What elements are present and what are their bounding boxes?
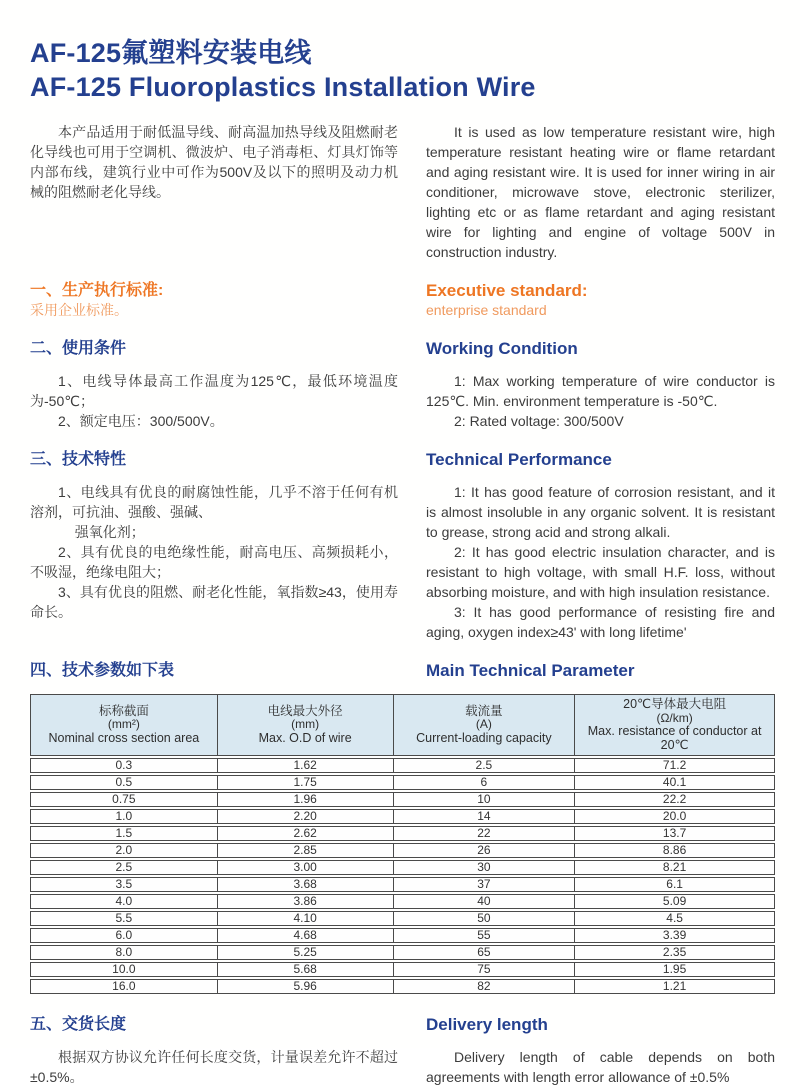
table-cell: 2.5 (30, 860, 218, 875)
table-cell: 14 (394, 809, 576, 824)
technical-item-en: 1: It has good feature of corrosion resistant, and it is almost insoluble in any organic solvent. It is resistant to grease, strong acid and strong alkali. (426, 484, 775, 540)
table-cell: 16.0 (30, 979, 218, 994)
page-title-cn: AF-125氟塑料安装电线 (30, 38, 312, 68)
header-cell-resistance (575, 694, 775, 756)
delivery-section (30, 1016, 775, 1087)
table-cell: 55 (394, 928, 576, 943)
header-cn: 电线最大外径 (267, 703, 343, 718)
technical-item-cn-cont: 强氧化剂； (74, 524, 145, 540)
table-row (30, 826, 775, 841)
working-item-cn: 2、额定电压：300/500V。 (58, 413, 224, 429)
table-cell: 50 (394, 911, 576, 926)
table-row (30, 775, 775, 790)
working-item-en: 2: Rated voltage: 300/500V (454, 413, 624, 429)
technical-heading-cn: 三、技术特性 (30, 451, 127, 468)
table-row (30, 979, 775, 994)
parameter-heading-cn: 四、技术参数如下表 (30, 662, 175, 679)
table-cell: 71.2 (575, 758, 775, 773)
table-cell: 1.95 (575, 962, 775, 977)
header-en: Nominal cross section area (48, 730, 200, 745)
table-cell: 4.68 (218, 928, 394, 943)
table-cell: 1.75 (218, 775, 394, 790)
table-cell: 2.20 (218, 809, 394, 824)
table-cell: 26 (394, 843, 576, 858)
table-header (30, 694, 775, 756)
technical-section (30, 451, 775, 642)
delivery-heading-cn: 五、交货长度 (30, 1016, 127, 1033)
table-cell: 37 (394, 877, 576, 892)
parameter-heading-en: Main Technical Parameter (426, 661, 635, 680)
working-heading-en: Working Condition (426, 339, 578, 358)
technical-parameter-table (30, 692, 775, 996)
header-unit: (A) (475, 717, 492, 732)
table-cell: 40.1 (575, 775, 775, 790)
table-cell: 65 (394, 945, 576, 960)
table-cell: 5.25 (218, 945, 394, 960)
table-cell: 1.96 (218, 792, 394, 807)
table-row (30, 758, 775, 773)
table-cell: 1.62 (218, 758, 394, 773)
header-cn: 载流量 (465, 703, 503, 718)
table-cell: 3.39 (575, 928, 775, 943)
table-row (30, 792, 775, 807)
table-cell: 5.96 (218, 979, 394, 994)
table-row (30, 911, 775, 926)
header-cn: 20℃导体最大电阻 (623, 697, 727, 711)
table-cell: 82 (394, 979, 576, 994)
table-cell: 8.86 (575, 843, 775, 858)
table-cell: 22.2 (575, 792, 775, 807)
table-cell: 1.0 (30, 809, 218, 824)
table-cell: 2.0 (30, 843, 218, 858)
table-cell: 10 (394, 792, 576, 807)
table-cell: 5.09 (575, 894, 775, 909)
table-cell: 4.5 (575, 911, 775, 926)
working-item-en: 1: Max working temperature of wire conductor is 125℃. Min. environment temperature is -50℃. (426, 373, 775, 409)
table-cell: 0.75 (30, 792, 218, 807)
intro-paragraph-en: It is used as low temperature resistant wire, high temperature resistant heating wire or flame retardant and aging resistant wire. It is used for inner wiring in air conditioner, microwave stove, electronic sterilizer, lighting etc or as flame retardant and aging resistant wire for lighting and engine of voltage 500V in construction industry. (426, 124, 775, 260)
header-cn: 标称截面 (98, 703, 149, 718)
table-cell: 8.21 (575, 860, 775, 875)
technical-heading-en: Technical Performance (426, 450, 612, 469)
standard-heading-cn: 一、生产执行标准: (30, 282, 164, 299)
table-row (30, 928, 775, 943)
table-cell: 0.3 (30, 758, 218, 773)
standard-section (30, 282, 775, 320)
technical-item-en: 3: It has good performance of resisting fire and aging, oxygen index≥43' with long lifetime' (426, 604, 775, 640)
table-cell: 3.68 (218, 877, 394, 892)
table-cell: 20.0 (575, 809, 775, 824)
standard-body-cn: 采用企业标准。 (30, 302, 128, 318)
table-cell: 6 (394, 775, 576, 790)
header-cell-cross-section (30, 694, 218, 756)
table-cell: 30 (394, 860, 576, 875)
technical-item-cn: 1、电线具有优良的耐腐蚀性能，几乎不溶于任何有机溶剂，可抗油、强酸、强碱、 (30, 484, 398, 520)
table-cell: 1.21 (575, 979, 775, 994)
table-cell: 0.5 (30, 775, 218, 790)
table-row (30, 843, 775, 858)
header-cell-current (394, 694, 576, 756)
delivery-body-en: Delivery length of cable depends on both agreements with length error allowance of ±0.5% (426, 1049, 775, 1085)
parameter-heading-row (30, 662, 775, 680)
table-cell: 5.5 (30, 911, 218, 926)
table-cell: 2.5 (394, 758, 576, 773)
table-cell: 40 (394, 894, 576, 909)
table-body (30, 758, 775, 994)
table-row (30, 809, 775, 824)
table-row (30, 962, 775, 977)
table-row (30, 894, 775, 909)
header-en: Max. O.D of wire (258, 730, 352, 745)
table-cell: 3.86 (218, 894, 394, 909)
table-cell: 22 (394, 826, 576, 841)
page-title-en: AF-125 Fluoroplastics Installation Wire (30, 72, 536, 102)
table-cell: 1.5 (30, 826, 218, 841)
delivery-body-cn: 根据双方协议允许任何长度交货，计量误差允许不超过±0.5%。 (30, 1049, 398, 1085)
table-cell: 6.0 (30, 928, 218, 943)
intro-paragraph-cn: 本产品适用于耐低温导线、耐高温加热导线及阻燃耐老化导线也可用于空调机、微波炉、电子消毒柜、灯具灯饰等内部布线，建筑行业中可作为500V及以下的照明及动力机械的阻燃耐老化导线。 (30, 124, 398, 200)
working-condition-section (30, 340, 775, 431)
intro-section (30, 122, 775, 262)
technical-item-cn: 3、具有优良的阻燃、耐老化性能，氧指数≥43，使用寿命长。 (30, 584, 398, 620)
table-cell: 2.85 (218, 843, 394, 858)
technical-item-cn: 2、具有优良的电绝缘性能，耐高电压、高频损耗小，不吸湿，绝缘电阻大； (30, 544, 398, 580)
header-en: Current-loading capacity (416, 730, 552, 745)
working-heading-cn: 二、使用条件 (30, 340, 127, 357)
table-row (30, 877, 775, 892)
table-cell: 10.0 (30, 962, 218, 977)
header-cell-max-od (218, 694, 394, 756)
working-item-cn: 1、电线导体最高工作温度为125℃，最低环境温度为-50℃； (30, 373, 398, 409)
table-cell: 75 (394, 962, 576, 977)
table-cell: 4.0 (30, 894, 218, 909)
table-cell: 6.1 (575, 877, 775, 892)
delivery-heading-en: Delivery length (426, 1015, 548, 1034)
table-row (30, 945, 775, 960)
table-cell: 3.5 (30, 877, 218, 892)
header-en: Max. resistance of conductor at 20℃ (587, 724, 762, 752)
standard-heading-en: Executive standard: (426, 281, 588, 300)
table-cell: 2.35 (575, 945, 775, 960)
table-cell: 4.10 (218, 911, 394, 926)
table-cell: 2.62 (218, 826, 394, 841)
table-cell: 13.7 (575, 826, 775, 841)
table-cell: 8.0 (30, 945, 218, 960)
standard-body-en: enterprise standard (426, 302, 547, 318)
header-unit: (Ω/km) (656, 710, 693, 725)
technical-item-en: 2: It has good electric insulation character, and is resistant to high voltage, with small H.F. loss, without absorbing moisture, and with high insulation resistance. (426, 544, 775, 600)
header-unit: (mm) (291, 717, 320, 732)
table-cell: 3.00 (218, 860, 394, 875)
header-unit: (mm²) (107, 717, 140, 732)
table-cell: 5.68 (218, 962, 394, 977)
table-row (30, 860, 775, 875)
